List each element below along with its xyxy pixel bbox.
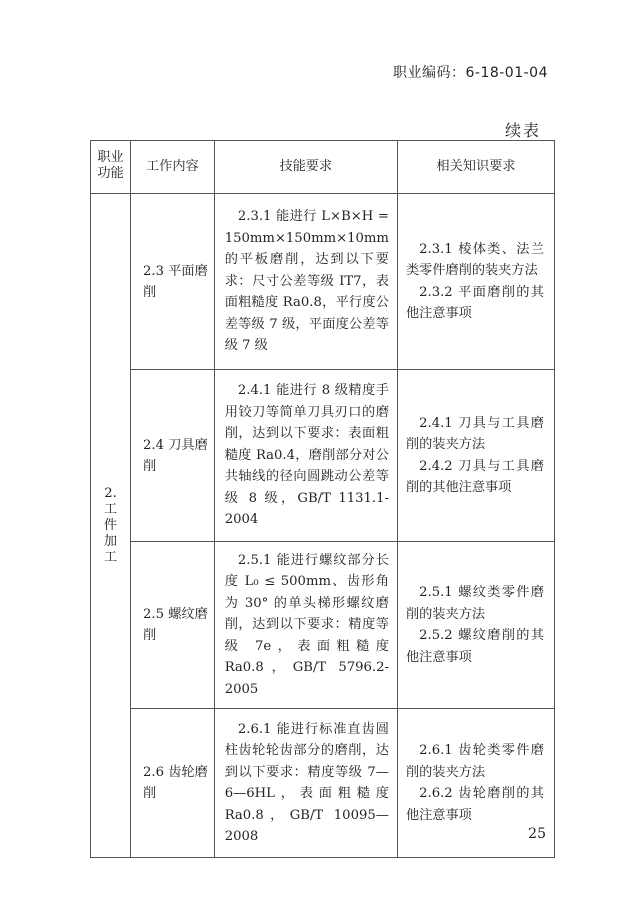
page-number: 25 bbox=[528, 826, 546, 842]
knowledge-cell bbox=[397, 370, 554, 542]
skills-table bbox=[90, 140, 555, 858]
skill-cell: 2.3.1 能进行 L×B×H = 150mm×150mm×10mm 的平板磨削，达到以下要求：尺寸公差等级 IT7，表面粗糙度 Ra0.8，平行度公差等级 7 级，平面度公差等级 7 级 bbox=[214, 194, 397, 370]
content-cell: 2.6 齿轮磨削 bbox=[131, 709, 215, 858]
table-row bbox=[91, 370, 555, 542]
header-function: 职业功能 bbox=[91, 141, 131, 194]
knowledge-item: 2.3.1 棱体类、法兰类零件磨削的装夹方法 bbox=[405, 241, 544, 278]
content-cell: 2.3 平面磨削 bbox=[131, 194, 215, 370]
occupation-code: 职业编码：6-18-01-04 bbox=[392, 65, 548, 81]
knowledge-item: 2.6.1 齿轮类零件磨削的装夹方法 bbox=[405, 743, 544, 780]
header-knowledge: 相关知识要求 bbox=[397, 141, 554, 194]
knowledge-item: 2.5.2 螺纹磨削的其他注意事项 bbox=[405, 628, 544, 665]
knowledge-item: 2.4.1 刀具与工具磨削的装夹方法 bbox=[405, 415, 544, 452]
skill-cell: 2.4.1 能进行 8 级精度手用铰刀等简单刀具刃口的磨削，达到以下要求：表面粗糙度 Ra0.4，磨削部分对公共轴线的径向圆跳动公差等级 8 级，GB/T 1131.1-2004 bbox=[214, 370, 397, 542]
header-skill: 技能要求 bbox=[214, 141, 397, 194]
continued-label: 续表 bbox=[504, 121, 541, 140]
header-content: 工作内容 bbox=[131, 141, 215, 194]
knowledge-item: 2.6.2 齿轮磨削的其他注意事项 bbox=[405, 786, 544, 823]
table-row bbox=[91, 194, 555, 370]
table-header-row bbox=[91, 141, 555, 194]
knowledge-item: 2.5.1 螺纹类零件磨削的装夹方法 bbox=[405, 585, 544, 622]
knowledge-cell bbox=[397, 542, 554, 709]
skill-cell: 2.5.1 能进行螺纹部分长度 L₀ ≤ 500mm、齿形角为 30° 的单头梯形螺纹磨削，达到以下要求：精度等级 7e，表面粗糙度 Ra0.8，GB/T 5796.2-2005 bbox=[214, 542, 397, 709]
content-cell: 2.4 刀具磨削 bbox=[131, 370, 215, 542]
knowledge-cell bbox=[397, 194, 554, 370]
table-row bbox=[91, 542, 555, 709]
knowledge-item: 2.3.2 平面磨削的其他注意事项 bbox=[405, 284, 544, 321]
knowledge-item: 2.4.2 刀具与工具磨削的其他注意事项 bbox=[405, 458, 544, 495]
table-row bbox=[91, 709, 555, 858]
content-cell: 2.5 螺纹磨削 bbox=[131, 542, 215, 709]
function-cell: 2. 工件加工 bbox=[91, 194, 131, 858]
skill-cell: 2.6.1 能进行标准直齿圆柱齿轮轮齿部分的磨削，达到以下要求：精度等级 7—6—6HL，表面粗糙度 Ra0.8，GB/T 10095—2008 bbox=[214, 709, 397, 858]
